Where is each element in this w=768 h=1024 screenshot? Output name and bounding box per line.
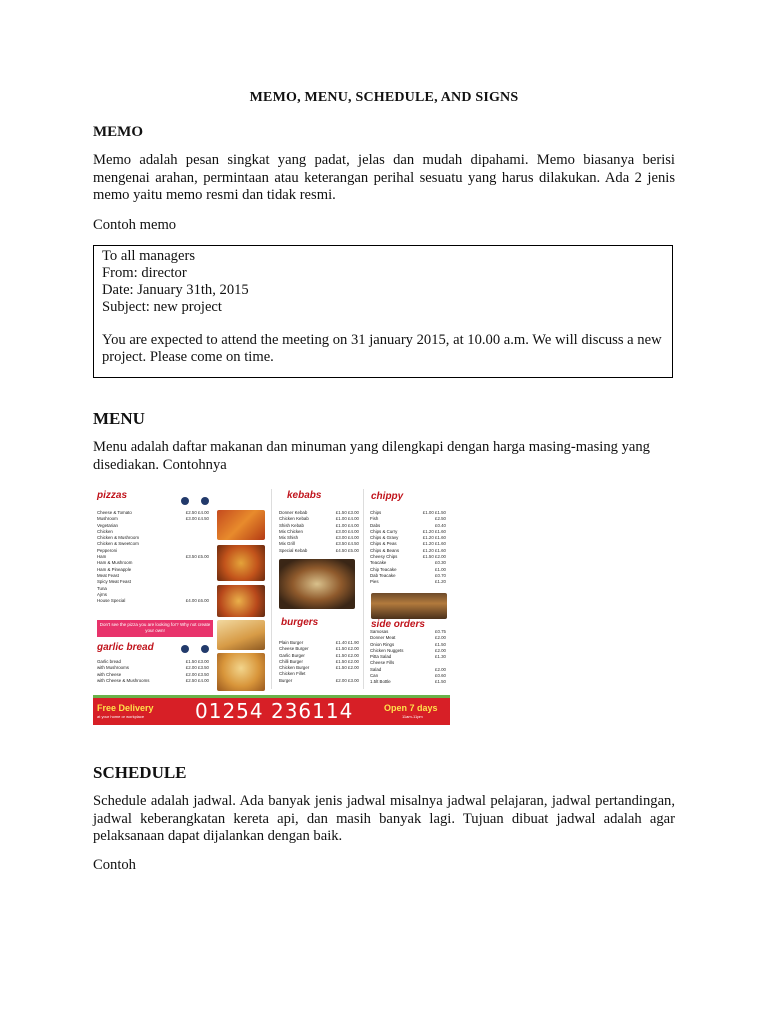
menu-item-price: £1.20: [435, 579, 446, 585]
menu-item-name: Mix Shish: [279, 535, 299, 541]
menu-heading: MENU: [93, 409, 145, 428]
menu-item-name: Chicken Nuggets: [370, 647, 404, 653]
memo-to: To all managers: [102, 248, 195, 264]
menu-item-name: Garlic bread: [97, 659, 121, 664]
menu-item-price: £1.00 £4.00: [335, 522, 359, 528]
menu-item-name: Tuna: [97, 585, 107, 591]
open-days-label: Open 7 days: [384, 703, 438, 713]
menu-item-price: £1.50: [435, 641, 446, 647]
menu-item: [97, 678, 209, 684]
menu-item-name: Fish: [370, 516, 379, 522]
menu-item-name: House Special: [97, 598, 126, 604]
menu-item-name: Cheese Fills: [370, 660, 395, 666]
menu-item-name: Teacake: [370, 560, 387, 566]
memo-paragraph: Memo adalah pesan singkat yang padat, jelas dan mudah dipahami. Memo biasanya berisi mengenai arahan, permintaan atau keterangan perihal sesuatu yang harus dilakukan. Ada 2 jenis memo yaitu memo resmi dan tidak resmi.: [93, 152, 675, 203]
garlic-bread-list: [97, 659, 209, 684]
menu-item-name: Pepperoni: [97, 547, 118, 553]
menu-item-name: Ham & Mushroom: [97, 560, 133, 566]
menu-item-name: Ajrns: [97, 591, 108, 597]
menu-item-name: with Cheese & Mushrooms: [97, 677, 150, 683]
menu-item-price: £1.50 £2.00: [335, 658, 359, 664]
menu-item-name: Pies: [370, 579, 379, 585]
kebab-photo: [279, 559, 355, 609]
menu-item: [279, 548, 359, 554]
memo-body: You are expected to attend the meeting on 31 january 2015, at 10.00 a.m. We will discuss a new project. Please come on time.: [102, 332, 662, 365]
garlic-bread-title: garlic bread: [97, 642, 154, 653]
schedule-paragraph: Schedule adalah jadwal. Ada banyak jenis jadwal misalnya jadwal pelajaran, jadwal pertandingan, jadwal keberangkatan kereta api, dan masih banyak lagi. Tujuan dibuat jadwal adalah agar pelaksanaan dapat dijalankan dengan baik.: [93, 793, 675, 844]
menu-item-price: £1.50: [435, 679, 446, 685]
menu-item-name: Chips & Curry: [370, 528, 398, 534]
large-size-icon: [201, 497, 209, 505]
menu-item-name: Chips & Peas: [370, 541, 397, 547]
schedule-example-label: Contoh: [93, 857, 136, 873]
menu-item-name: Dabs: [370, 522, 381, 528]
menu-item-name: Spicy Meat Feast: [97, 579, 131, 585]
menu-item-price: £1.50 £2.00: [335, 652, 359, 658]
open-hours: 11am-11pm: [402, 714, 423, 719]
menu-item-price: £1.00 £4.00: [335, 516, 359, 522]
menu-item-name: Samosas: [370, 629, 389, 634]
menu-item-name: Onion Rings: [370, 641, 395, 647]
column-divider-1: [271, 489, 272, 689]
menu-item-price: £2.00: [435, 647, 446, 653]
side-orders-list: [370, 629, 446, 686]
menu-item-name: Plain Burger: [279, 640, 304, 645]
pizza-promo-banner: Don't see the pizza you are looking for? Why not create your own!: [97, 620, 213, 637]
menu-item-name: Chicken Fillet: [279, 671, 306, 677]
menu-item-name: Ham: [97, 554, 107, 560]
menu-item-name: Donner Meat: [370, 635, 396, 641]
side-orders-title: side orders: [371, 619, 425, 630]
menu-item-name: Cheesy Chips: [370, 554, 398, 560]
menu-item-price: £1.40 £1.90: [335, 640, 359, 645]
menu-item-name: with Mushrooms: [97, 665, 129, 671]
menu-item-price: £3.00 £4.00: [335, 528, 359, 534]
garlic-bread-photo-2: [217, 653, 265, 691]
menu-item-name: Pitta Salad: [370, 654, 392, 660]
menu-item-name: Mix Grill: [279, 541, 295, 547]
menu-item-price: £1.50 £3.00: [185, 659, 209, 664]
footer-green-stripe: [93, 695, 450, 698]
free-delivery-sub: at your home or workplace: [97, 714, 145, 719]
menu-item-name: Can: [370, 673, 379, 679]
menu-item-name: with Cheese: [97, 671, 122, 677]
menu-item: [370, 579, 446, 585]
pizza-photo-2: [217, 545, 265, 581]
menu-item-price: £1.50 £3.00: [335, 510, 359, 515]
menu-item-name: Shish Kebab: [279, 522, 304, 528]
garlic-large-icon: [201, 645, 209, 653]
menu-item-price: £1.30: [435, 654, 446, 660]
menu-item-price: £1.50 £2.00: [335, 665, 359, 671]
menu-item-name: Dab Teacake: [370, 572, 396, 578]
menu-item: [279, 678, 359, 684]
menu-item-price: £2.00 £3.50: [185, 665, 209, 671]
memo-date: Date: January 31th, 2015: [102, 282, 249, 298]
chippy-list: [370, 510, 446, 586]
menu-item-name: Garlic Burger: [279, 652, 305, 658]
menu-item-price: £1.20 £1.60: [422, 535, 446, 541]
menu-item-name: Chicken: [97, 528, 113, 534]
menu-item-price: £0.40: [435, 522, 446, 528]
menu-item-price: £0.70: [435, 572, 446, 578]
menu-item-name: Cheese Burger: [279, 646, 309, 652]
garlic-small-icon: [181, 645, 189, 653]
pizzas-list: [97, 510, 209, 604]
menu-item-name: Chicken Burger: [279, 665, 310, 671]
menu-footer-bar: [93, 695, 450, 725]
menu-item-price: £1.20 £1.60: [422, 528, 446, 534]
menu-item-price: £4.50 £5.00: [335, 547, 359, 553]
memo-subject: Subject: new project: [102, 299, 222, 315]
menu-item-price: £0.75: [435, 629, 446, 634]
menu-item-price: £2.50: [435, 516, 446, 522]
menu-item: [97, 598, 209, 604]
menu-item-price: £1.20 £1.60: [422, 547, 446, 553]
menu-item-name: Vegetarian: [97, 522, 118, 528]
garlic-bread-photo-1: [217, 620, 265, 650]
pizzas-title: pizzas: [97, 490, 128, 501]
menu-item-name: Mushroom: [97, 516, 118, 522]
chippy-photo: [371, 593, 447, 619]
memo-example-box: [93, 245, 673, 378]
menu-item-name: Chicken Kebab: [279, 516, 309, 522]
menu-item-name: Salad: [370, 666, 382, 672]
menu-item-price: £4.00 £6.00: [185, 598, 209, 604]
menu-item-name: Chips: [370, 510, 382, 515]
menu-item-name: Donner Kebab: [279, 510, 308, 515]
chippy-title: chippy: [371, 491, 404, 502]
kebabs-list: [279, 510, 359, 554]
memo-example-label: Contoh memo: [93, 217, 177, 233]
menu-flyer-image: [93, 485, 450, 725]
column-divider-2: [363, 489, 364, 689]
kebabs-title: kebabs: [287, 490, 322, 501]
menu-item-name: Chicken & Sweetcorn: [97, 541, 139, 547]
burgers-list: [279, 640, 359, 684]
free-delivery-label: Free Delivery: [97, 703, 154, 713]
menu-item-price: £1.00 £1.50: [422, 510, 446, 515]
menu-item-name: Chilli Burger: [279, 658, 303, 664]
menu-item-price: £1.50 £2.00: [335, 646, 359, 652]
menu-item-price: £3.00 £4.50: [185, 516, 209, 522]
page-title: MEMO, MENU, SCHEDULE, AND SIGNS: [249, 90, 519, 105]
pizza-photo-3: [217, 585, 265, 617]
burgers-title: burgers: [281, 617, 319, 628]
menu-item-name: Chicken & Mushroom: [97, 535, 139, 541]
menu-item-name: Chips & Gravy: [370, 535, 399, 541]
menu-item-price: £2.00: [435, 666, 446, 672]
pizza-photo-1: [217, 510, 265, 540]
menu-item-name: Meat Feast: [97, 572, 119, 578]
menu-paragraph: Menu adalah daftar makanan dan minuman yang dilengkapi dengan harga masing-masing yang disediakan. Contohnya: [93, 439, 650, 473]
menu-item-name: Special Kebab: [279, 547, 308, 553]
menu-item-price: £1.20 £1.60: [422, 541, 446, 547]
small-size-icon: [181, 497, 189, 505]
menu-item: [370, 679, 446, 685]
menu-item-price: £3.00 £4.00: [335, 535, 359, 541]
menu-item-name: Mix Chicken: [279, 528, 303, 534]
menu-item-price: £1.50 £2.00: [422, 554, 446, 560]
menu-item-price: £2.50 £4.00: [185, 510, 209, 515]
menu-item-name: 1.5lt Bottle: [370, 679, 391, 685]
memo-from: From: director: [102, 265, 187, 281]
menu-item-price: £0.60: [435, 673, 446, 679]
menu-item-price: £2.50 £4.00: [185, 677, 209, 683]
menu-item-price: £3.50 £4.50: [335, 541, 359, 547]
menu-item-name: Ham & Pineapple: [97, 566, 132, 572]
menu-item-name: Burger: [279, 677, 293, 683]
menu-item-price: £0.30: [435, 560, 446, 566]
menu-item-price: £2.00: [435, 635, 446, 641]
menu-item-name: Cheese & Tomato: [97, 510, 132, 515]
menu-item-price: £1.00: [435, 566, 446, 572]
menu-item-price: £2.00 £3.50: [185, 671, 209, 677]
phone-number: 01254 236114: [195, 699, 354, 723]
menu-item-price: £3.50 £5.00: [185, 554, 209, 560]
menu-item-name: Chip Teacake: [370, 566, 397, 572]
schedule-heading: SCHEDULE: [93, 763, 187, 782]
menu-item-price: £2.00 £3.00: [335, 677, 359, 683]
memo-heading: MEMO: [93, 124, 143, 140]
menu-item-name: Chips & Beans: [370, 547, 400, 553]
